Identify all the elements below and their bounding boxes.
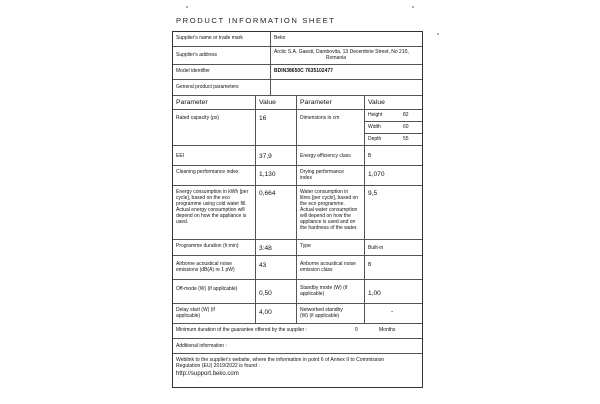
model-identifier-value: BDIN38650C 7635102477	[274, 68, 333, 74]
row-guarantee	[173, 324, 422, 339]
rated-capacity-value: 16	[259, 115, 267, 122]
drying-value: 1,070	[368, 171, 385, 178]
programme-duration-label: Programme duration (h:min)	[176, 243, 239, 249]
noise-class-label-line1: Airborne acoustical noise	[300, 261, 356, 267]
water-consumption-line: the hardness of the water.	[300, 225, 358, 231]
energy-consumption-line: depend on how the appliance is	[176, 213, 247, 219]
type-value: Built-in	[368, 245, 384, 251]
dimension-width: Width 60	[365, 122, 422, 134]
rated-capacity-label: Rated capacity (ps)	[176, 115, 220, 121]
dimensions-label: Dimensions in cm	[300, 115, 340, 121]
supplier-address-line2: Romania	[326, 55, 347, 61]
programme-duration-value: 3:48	[259, 245, 272, 252]
drying-label-line2: index	[300, 175, 312, 181]
additional-information-label: Additional information :	[176, 343, 227, 349]
eei-label: EEI	[176, 153, 185, 159]
support-link[interactable]: http://support.beko.com	[176, 371, 239, 377]
off-mode-value: 0,50	[259, 290, 272, 297]
header-value-2: Value	[368, 99, 385, 106]
drying-label-line1: Drying performance	[300, 169, 344, 175]
noise-value: 43	[259, 262, 267, 269]
water-consumption-line: Actual water consumption	[300, 207, 358, 213]
energy-consumption-line: programme using cold water fill.	[176, 201, 247, 207]
cleaning-value: 1,130	[259, 171, 276, 178]
row-additional-information	[173, 339, 422, 354]
guarantee-value: 0	[355, 327, 358, 333]
energy-consumption-line: Actual energy consumption will	[176, 207, 245, 213]
row-offmode-standby	[173, 280, 422, 304]
off-mode-label: Off-mode (W) (if applicable)	[176, 286, 238, 292]
row-cleaning-drying	[173, 166, 422, 186]
energy-class-label: Energy efficiency class	[300, 153, 351, 159]
energy-consumption-line: used.	[176, 219, 189, 225]
row-eei	[173, 146, 422, 166]
energy-consumption-line: Energy consumption in kWh [per	[176, 189, 249, 195]
guarantee-unit: Months	[379, 327, 396, 333]
page-dot	[186, 6, 188, 8]
row-capacity-dimensions	[173, 110, 422, 146]
standby-label-line1: Standby mode (W) (if	[300, 285, 348, 291]
energy-consumption-line: cycle], based on the eco	[176, 195, 230, 201]
product-information-table	[172, 31, 423, 388]
noise-label-line2: emissions (dB(A) re 1 pW)	[176, 267, 235, 273]
row-duration-type	[173, 240, 422, 256]
page-title: PRODUCT INFORMATION SHEET	[176, 16, 336, 25]
delay-start-value: 4,00	[259, 309, 272, 316]
row-consumption	[173, 186, 422, 240]
row-weblink	[173, 354, 422, 387]
supplier-name-label: Supplier's name or trade mark	[176, 35, 243, 41]
energy-consumption-value: 0,664	[259, 190, 276, 197]
row-noise	[173, 256, 422, 280]
row-general-parameters	[173, 80, 422, 96]
supplier-address-line1: Arctic S.A. Gaesti, Dambovita, 13 Decembrie Street, No 210,	[274, 49, 409, 55]
row-supplier-address	[173, 47, 422, 65]
water-consumption-line: appliance is used and on	[300, 219, 356, 225]
weblink-text-line2: Regulation (EU) 2019/2022 is found :	[176, 363, 260, 369]
networked-standby-label-line2: (W) (if applicable)	[300, 313, 340, 319]
guarantee-label: Minimum duration of the guarantee offered by the supplier :	[176, 327, 308, 333]
header-parameter-1: Parameter	[176, 99, 208, 106]
dimension-depth: Depth 55	[368, 136, 409, 142]
supplier-address-label: Supplier's address	[176, 52, 217, 58]
header-parameter-2: Parameter	[300, 99, 332, 106]
eei-value: 37,9	[259, 153, 272, 160]
noise-class-value: B	[368, 262, 372, 268]
row-delay-networked	[173, 304, 422, 324]
dimension-height: Height 82	[365, 110, 422, 122]
networked-standby-label-line1: Networked standby	[300, 307, 343, 313]
model-identifier-label: Model identifier	[176, 68, 210, 74]
water-consumption-line: will depend on how the	[300, 213, 351, 219]
networked-standby-value: -	[391, 308, 394, 315]
row-header	[173, 96, 422, 110]
delay-start-label-line1: Delay start (W) (if	[176, 307, 215, 313]
row-model-identifier	[173, 65, 422, 80]
general-parameters-heading: General product parameters	[176, 84, 239, 90]
type-label: Type	[300, 243, 311, 249]
page-dot	[412, 6, 414, 8]
weblink-text-line1: Weblink to the supplier's website, where the information in point 6 of Annex II to Commission	[176, 357, 385, 363]
row-supplier-name	[173, 32, 422, 47]
standby-value: 1,00	[368, 290, 381, 297]
noise-class-label-line2: emission class	[300, 267, 333, 273]
noise-label-line1: Airborne acoustical noise	[176, 261, 232, 267]
water-consumption-line: Water consumption in	[300, 189, 349, 195]
energy-class-value: B	[368, 153, 372, 159]
water-consumption-value: 9,5	[368, 190, 378, 197]
water-consumption-line: litres [per cycle], based on	[300, 195, 359, 201]
supplier-name-value: Beko	[274, 35, 286, 41]
page-dot	[437, 33, 439, 35]
cleaning-label: Cleaning performance index	[176, 169, 239, 175]
delay-start-label-line2: applicable)	[176, 313, 201, 319]
header-value-1: Value	[259, 99, 276, 106]
water-consumption-line: the eco programme.	[300, 201, 345, 207]
standby-label-line2: applicable)	[300, 291, 325, 297]
